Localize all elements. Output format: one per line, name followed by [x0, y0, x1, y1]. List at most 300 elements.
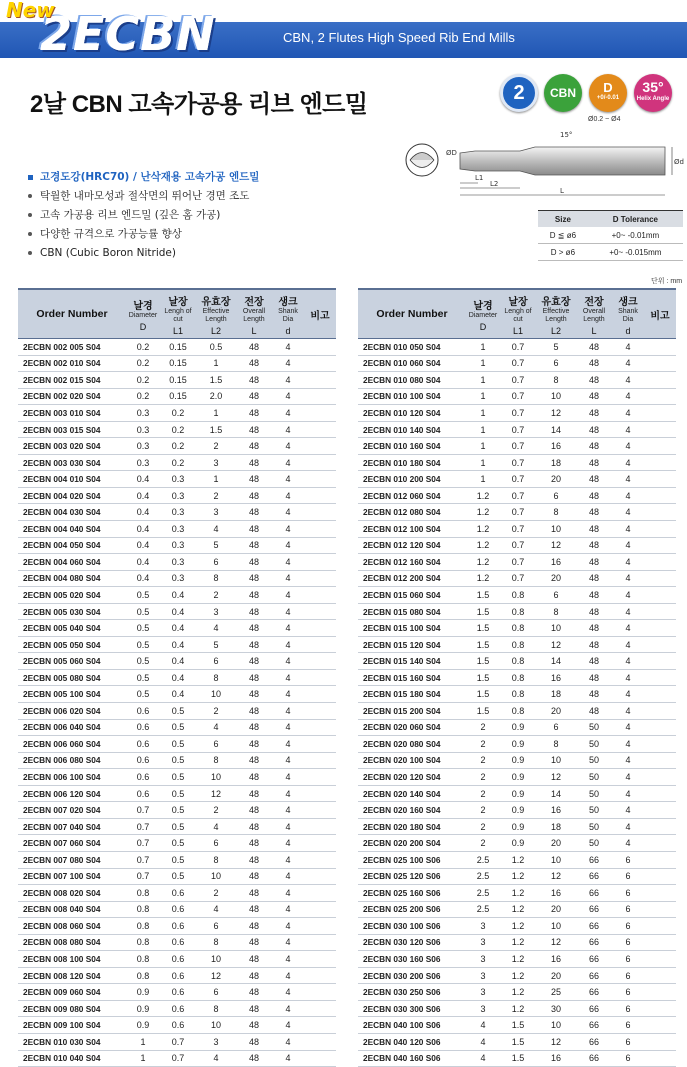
remark-cell	[304, 537, 336, 554]
value-cell: 10	[536, 918, 576, 935]
order-number-cell: 2ECBN 006 100 S04	[18, 769, 126, 786]
value-cell: 1.5	[500, 1033, 536, 1050]
table-row	[18, 355, 336, 372]
value-cell: 0.5	[126, 620, 160, 637]
table-row	[358, 438, 676, 455]
value-cell: 48	[236, 885, 272, 902]
value-cell: 2	[196, 587, 236, 604]
value-cell: 4	[272, 769, 304, 786]
helix-badge	[634, 74, 672, 112]
table-row	[358, 918, 676, 935]
table-row	[358, 703, 676, 720]
value-cell: 0.2	[160, 421, 196, 438]
spec-table-right	[358, 288, 676, 1067]
value-cell: 0.8	[500, 653, 536, 670]
value-cell: 4	[612, 769, 644, 786]
value-cell: 48	[236, 818, 272, 835]
value-cell: 4	[272, 372, 304, 389]
value-cell: 1	[126, 1033, 160, 1050]
tol-size: D > ø6	[538, 244, 588, 261]
table-row	[18, 504, 336, 521]
value-cell: 48	[236, 703, 272, 720]
dot-icon	[28, 251, 32, 255]
value-cell: 2	[466, 785, 500, 802]
value-cell: 4	[272, 355, 304, 372]
remark-cell	[304, 967, 336, 984]
table-row	[358, 686, 676, 703]
value-cell: 48	[236, 851, 272, 868]
table-row	[18, 967, 336, 984]
value-cell: 8	[196, 570, 236, 587]
remark-cell	[644, 719, 676, 736]
value-cell: 0.5	[160, 769, 196, 786]
order-number-cell: 2ECBN 006 040 S04	[18, 719, 126, 736]
flutes-badge	[500, 74, 538, 112]
value-cell: 4	[612, 372, 644, 389]
value-cell: 66	[576, 1000, 612, 1017]
value-cell: 0.9	[126, 1017, 160, 1034]
value-cell: 2	[466, 736, 500, 753]
value-cell: 4	[612, 802, 644, 819]
value-cell: 0.8	[126, 885, 160, 902]
value-cell: 0.6	[160, 1000, 196, 1017]
order-number-cell: 2ECBN 025 120 S06	[358, 868, 466, 885]
remark-cell	[304, 504, 336, 521]
order-number-cell: 2ECBN 010 160 S04	[358, 438, 466, 455]
value-cell: 50	[576, 752, 612, 769]
table-row	[358, 785, 676, 802]
col-sym: L2	[210, 325, 221, 336]
value-cell: 0.8	[500, 603, 536, 620]
value-cell: 4	[612, 620, 644, 637]
remark-cell	[304, 769, 336, 786]
value-cell: 25	[536, 984, 576, 1001]
value-cell: 48	[576, 570, 612, 587]
value-cell: 4	[272, 901, 304, 918]
value-cell: 4	[272, 851, 304, 868]
remark-cell	[644, 984, 676, 1001]
new-label: New	[6, 0, 55, 22]
table-row	[18, 405, 336, 422]
value-cell: 6	[536, 587, 576, 604]
value-cell: 12	[536, 769, 576, 786]
value-cell: 6	[612, 1033, 644, 1050]
value-cell: 0.2	[126, 372, 160, 389]
order-number-cell: 2ECBN 010 030 S04	[18, 1033, 126, 1050]
value-cell: 48	[236, 901, 272, 918]
table-row	[358, 984, 676, 1001]
value-cell: 0.2	[126, 339, 160, 356]
remark-cell	[644, 1033, 676, 1050]
remark-cell	[304, 339, 336, 356]
value-cell: 2.0	[196, 388, 236, 405]
value-cell: 14	[536, 653, 576, 670]
value-cell: 0.4	[126, 537, 160, 554]
value-cell: 1	[466, 355, 500, 372]
value-cell: 20	[536, 471, 576, 488]
value-cell: 4	[612, 653, 644, 670]
value-cell: 48	[236, 1000, 272, 1017]
tolerance-badge	[589, 74, 627, 112]
order-number-cell: 2ECBN 025 200 S06	[358, 901, 466, 918]
dot-icon	[28, 194, 32, 198]
value-cell: 50	[576, 719, 612, 736]
value-cell: 6	[612, 951, 644, 968]
col-en: Effective Length	[542, 307, 570, 323]
value-cell: 12	[536, 934, 576, 951]
order-number-cell: 2ECBN 012 160 S04	[358, 554, 466, 571]
value-cell: 0.5	[126, 603, 160, 620]
value-cell: 48	[576, 339, 612, 356]
remark-cell	[304, 951, 336, 968]
dot-icon	[28, 232, 32, 236]
remark-cell	[644, 785, 676, 802]
order-number-cell: 2ECBN 002 015 S04	[18, 372, 126, 389]
value-cell: 0.6	[126, 719, 160, 736]
value-cell: 4	[612, 785, 644, 802]
remark-cell	[304, 603, 336, 620]
value-cell: 66	[576, 1050, 612, 1067]
order-number-cell: 2ECBN 015 140 S04	[358, 653, 466, 670]
order-number-cell: 2ECBN 004 020 S04	[18, 487, 126, 504]
value-cell: 10	[196, 868, 236, 885]
value-cell: 0.8	[500, 703, 536, 720]
order-number-cell: 2ECBN 010 180 S04	[358, 454, 466, 471]
value-cell: 0.8	[126, 918, 160, 935]
remark-cell	[644, 686, 676, 703]
feature-item	[28, 206, 259, 225]
order-number-cell: 2ECBN 040 120 S06	[358, 1033, 466, 1050]
value-cell: 4	[272, 703, 304, 720]
value-cell: 8	[536, 504, 576, 521]
table-row	[358, 339, 676, 356]
value-cell: 48	[236, 785, 272, 802]
order-number-cell: 2ECBN 005 020 S04	[18, 587, 126, 604]
value-cell: 48	[576, 454, 612, 471]
feature-text: 탁월한 내마모성과 절삭면의 뛰어난 경면 조도	[40, 190, 250, 202]
col-sym: L2	[550, 325, 561, 336]
value-cell: 16	[536, 951, 576, 968]
table-row	[358, 802, 676, 819]
value-cell: 4	[612, 587, 644, 604]
value-cell: 66	[576, 1033, 612, 1050]
value-cell: 0.15	[160, 355, 196, 372]
value-cell: 18	[536, 454, 576, 471]
value-cell: 48	[576, 537, 612, 554]
value-cell: 48	[236, 984, 272, 1001]
end-mill-diagram	[400, 125, 685, 200]
table-row	[18, 835, 336, 852]
value-cell: 48	[236, 438, 272, 455]
value-cell: 4	[612, 355, 644, 372]
order-number-cell: 2ECBN 012 060 S04	[358, 487, 466, 504]
value-cell: 8	[536, 736, 576, 753]
order-number-cell: 2ECBN 015 160 S04	[358, 669, 466, 686]
value-cell: 8	[536, 603, 576, 620]
table-row	[18, 818, 336, 835]
remark-cell	[304, 785, 336, 802]
value-cell: 8	[196, 669, 236, 686]
value-cell: 5	[196, 537, 236, 554]
value-cell: 0.6	[126, 736, 160, 753]
remark-cell	[304, 686, 336, 703]
table-row	[358, 868, 676, 885]
value-cell: 5	[196, 636, 236, 653]
value-cell: 1.5	[466, 653, 500, 670]
col-ko: 날경	[133, 300, 153, 312]
order-number-cell: 2ECBN 025 160 S06	[358, 885, 466, 902]
order-number-cell: 2ECBN 007 080 S04	[18, 851, 126, 868]
value-cell: 48	[576, 405, 612, 422]
remark-cell	[304, 802, 336, 819]
value-cell: 0.8	[500, 636, 536, 653]
value-cell: 48	[576, 487, 612, 504]
value-cell: 12	[536, 868, 576, 885]
value-cell: 18	[536, 686, 576, 703]
value-cell: 4	[272, 736, 304, 753]
remark-cell	[644, 339, 676, 356]
order-number-cell: 2ECBN 030 100 S06	[358, 918, 466, 935]
value-cell: 0.6	[160, 984, 196, 1001]
remark-cell	[304, 984, 336, 1001]
feature-list	[28, 168, 259, 263]
value-cell: 1.2	[500, 868, 536, 885]
value-cell: 4	[272, 603, 304, 620]
col-header	[236, 289, 272, 339]
value-cell: 0.2	[126, 355, 160, 372]
remark-cell	[304, 587, 336, 604]
value-cell: 0.6	[160, 918, 196, 935]
remark-cell	[644, 835, 676, 852]
value-cell: 48	[236, 388, 272, 405]
col-header	[644, 289, 676, 339]
value-cell: 10	[536, 752, 576, 769]
value-cell: 0.15	[160, 388, 196, 405]
table-row	[18, 918, 336, 935]
table-row	[358, 736, 676, 753]
value-cell: 0.7	[500, 355, 536, 372]
value-cell: 8	[196, 934, 236, 951]
remark-cell	[304, 934, 336, 951]
value-cell: 20	[536, 901, 576, 918]
col-ko: 유효장	[541, 296, 571, 308]
value-cell: 0.7	[500, 438, 536, 455]
table-row	[18, 1017, 336, 1034]
value-cell: 1.5	[466, 636, 500, 653]
col-en: Diameter	[128, 311, 158, 319]
value-cell: 10	[196, 686, 236, 703]
remark-cell	[644, 438, 676, 455]
order-number-cell: 2ECBN 008 080 S04	[18, 934, 126, 951]
value-cell: 2	[466, 835, 500, 852]
remark-cell	[304, 438, 336, 455]
remark-cell	[644, 405, 676, 422]
spec-table-left	[18, 288, 336, 1067]
table-row	[18, 653, 336, 670]
feature-item	[28, 168, 259, 187]
remark-cell	[644, 851, 676, 868]
value-cell: 48	[576, 504, 612, 521]
value-cell: 48	[576, 438, 612, 455]
value-cell: 4	[272, 521, 304, 538]
value-cell: 0.8	[500, 669, 536, 686]
value-cell: 4	[612, 339, 644, 356]
remark-cell	[304, 554, 336, 571]
value-cell: 4	[612, 703, 644, 720]
value-cell: 48	[576, 421, 612, 438]
value-cell: 4	[272, 487, 304, 504]
col-en: Lengh of cut	[164, 307, 192, 323]
value-cell: 0.6	[126, 752, 160, 769]
col-header	[466, 289, 500, 339]
table-row	[18, 802, 336, 819]
value-cell: 0.9	[126, 984, 160, 1001]
value-cell: 4	[272, 653, 304, 670]
col-header	[160, 289, 196, 339]
value-cell: 4	[272, 785, 304, 802]
remark-cell	[644, 388, 676, 405]
order-number-cell: 2ECBN 020 100 S04	[358, 752, 466, 769]
col-header	[196, 289, 236, 339]
order-number-cell: 2ECBN 012 080 S04	[358, 504, 466, 521]
value-cell: 1	[466, 388, 500, 405]
value-cell: 3	[196, 504, 236, 521]
value-cell: 3	[466, 1000, 500, 1017]
value-cell: 0.8	[126, 967, 160, 984]
remark-cell	[644, 802, 676, 819]
angle-label: 15°	[560, 131, 573, 139]
value-cell: 4	[272, 1033, 304, 1050]
remark-cell	[304, 471, 336, 488]
table-row	[18, 587, 336, 604]
col-ko: 생크	[618, 296, 638, 308]
order-number-cell: 2ECBN 010 040 S04	[18, 1050, 126, 1067]
value-cell: 0.7	[160, 1033, 196, 1050]
value-cell: 0.8	[126, 934, 160, 951]
order-number-cell: 2ECBN 015 100 S04	[358, 620, 466, 637]
value-cell: 48	[236, 570, 272, 587]
value-cell: 48	[236, 1033, 272, 1050]
value-cell: 0.2	[126, 388, 160, 405]
value-cell: 0.7	[500, 521, 536, 538]
remark-cell	[644, 967, 676, 984]
table-row	[358, 1050, 676, 1067]
value-cell: 4	[272, 951, 304, 968]
tol-size: D ≦ ø6	[538, 227, 588, 244]
table-row	[18, 421, 336, 438]
remark-cell	[304, 355, 336, 372]
value-cell: 2	[196, 487, 236, 504]
feature-item	[28, 187, 259, 206]
value-cell: 48	[236, 636, 272, 653]
value-cell: 3	[466, 951, 500, 968]
order-number-cell: 2ECBN 007 100 S04	[18, 868, 126, 885]
table-row	[358, 620, 676, 637]
value-cell: 10	[196, 951, 236, 968]
remark-cell	[644, 454, 676, 471]
remark-cell	[304, 1017, 336, 1034]
table-row	[18, 372, 336, 389]
value-cell: 4	[196, 818, 236, 835]
value-cell: 16	[536, 669, 576, 686]
order-number-cell: 2ECBN 030 160 S06	[358, 951, 466, 968]
value-cell: 4	[612, 388, 644, 405]
l1-label: L1	[475, 174, 484, 182]
unit-label: 단위 : mm	[651, 278, 683, 285]
value-cell: 12	[196, 785, 236, 802]
value-cell: 48	[236, 603, 272, 620]
table-row	[18, 669, 336, 686]
value-cell: 4	[466, 1033, 500, 1050]
col-en: Lengh of cut	[504, 307, 532, 323]
value-cell: 12	[196, 967, 236, 984]
remark-cell	[304, 918, 336, 935]
value-cell: 48	[236, 405, 272, 422]
value-cell: 6	[196, 984, 236, 1001]
order-number-cell: 2ECBN 020 140 S04	[358, 785, 466, 802]
value-cell: 0.3	[160, 471, 196, 488]
value-cell: 0.4	[160, 620, 196, 637]
order-number-cell: 2ECBN 006 020 S04	[18, 703, 126, 720]
value-cell: 4	[272, 421, 304, 438]
table-row	[18, 521, 336, 538]
value-cell: 50	[576, 802, 612, 819]
remark-cell	[304, 736, 336, 753]
value-cell: 1	[126, 1050, 160, 1067]
value-cell: 48	[236, 835, 272, 852]
table-row	[358, 471, 676, 488]
header-banner	[0, 0, 687, 70]
value-cell: 4	[612, 537, 644, 554]
value-cell: 4	[196, 521, 236, 538]
value-cell: 0.3	[160, 570, 196, 587]
value-cell: 0.6	[160, 934, 196, 951]
remark-cell	[644, 487, 676, 504]
value-cell: 48	[236, 1050, 272, 1067]
value-cell: 66	[576, 984, 612, 1001]
value-cell: 0.2	[160, 438, 196, 455]
value-cell: 10	[536, 521, 576, 538]
value-cell: 4	[612, 504, 644, 521]
value-cell: 6	[612, 934, 644, 951]
value-cell: 0.9	[500, 736, 536, 753]
table-row	[18, 1050, 336, 1067]
order-number-cell: 2ECBN 007 020 S04	[18, 802, 126, 819]
col-sym: L	[591, 325, 597, 336]
value-cell: 4	[272, 885, 304, 902]
remark-cell	[644, 603, 676, 620]
value-cell: 4	[196, 620, 236, 637]
value-cell: 0.5	[160, 802, 196, 819]
value-cell: 6	[612, 851, 644, 868]
helix-value: 35°	[642, 79, 664, 95]
table-row	[358, 388, 676, 405]
diameter-range-note: Ø0.2 ~ Ø4	[588, 116, 621, 123]
table-row	[358, 454, 676, 471]
value-cell: 4	[272, 802, 304, 819]
value-cell: 4	[612, 669, 644, 686]
table-row	[358, 967, 676, 984]
order-number-cell: 2ECBN 004 080 S04	[18, 570, 126, 587]
value-cell: 0.7	[500, 504, 536, 521]
value-cell: 14	[536, 785, 576, 802]
value-cell: 2	[466, 719, 500, 736]
value-cell: 4	[272, 471, 304, 488]
value-cell: 0.7	[500, 372, 536, 389]
value-cell: 66	[576, 918, 612, 935]
value-cell: 4	[612, 636, 644, 653]
value-cell: 1.2	[500, 885, 536, 902]
